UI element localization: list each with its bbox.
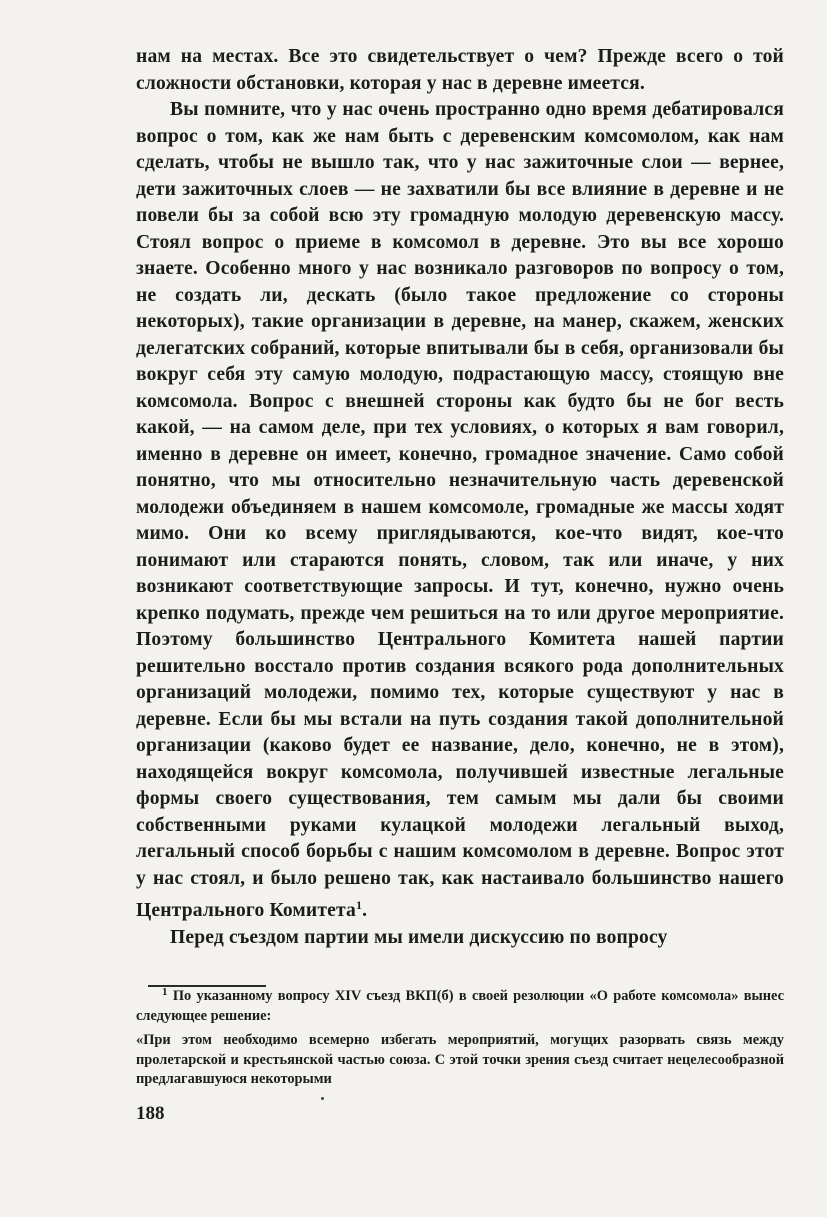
paragraph-2: Вы помните, что у нас очень пространно одно время дебатировался вопрос о том, как же нам быть с деревенским комсомолом, как нам сделать, чтобы не вышло так, что у нас зажиточные слои — вернее, дети зажиточных слоев — не захватили бы все влияние в деревне и не повели бы за собой всю эту громадную молодую деревенскую массу. Стоял вопрос о приеме в комсомол в деревне. Это вы все хорошо знаете. Особенно много у нас возникало разговоров по вопросу о том, не создать ли, дескать (было такое предложение со стороны некоторых), такие организации в деревне, на манер, скажем, женских делегатских собраний, которые впитывали бы в себя, организовали бы вокруг себя эту самую молодую, подрастающую массу, стоящую вне комсомола. Вопрос с внешней стороны как будто бы не бог весть какой, — на самом деле, при тех условиях, о которых я вам говорил, именно в деревне он имеет, конечно, громадное значение. Само собой понятно, что мы относительно незначительную часть деревенской молодежи объединяем в нашем комсомоле, громадные же массы ходят мимо. Они ко всему приглядываются, кое-что видят, кое-что понимают или стараются понять, словом, так или иначе, у них возникают соответствующие запросы. И тут, конечно, нужно очень крепко подумать, прежде чем решиться на то или другое мероприятие. Поэтому большинство Центрального Комитета нашей партии решительно восстало против создания всякого рода дополнительных организаций молодежи, помимо тех, которые существуют у нас в деревне. Если бы мы встали на путь создания такой дополнительной организации (каково будет ее название, дело, конечно, не в этом), находящейся вокруг комсомола, получившей известные легальные формы своего существования, тем самым мы дали бы своими собственными руками кулацкой молодежи легальный выход, легальный способ борьбы с нашим комсомолом в деревне. Вопрос этот у нас стоял, и было решено так, как настаивало большинство нашего Центрального Комитета$^1$. [136, 99, 784, 921]
paragraph-2-text: Вы помните, что у нас очень пространно одно время дебатировался вопрос о том, как же нам быть с деревенским комсомолом, как нам сделать, чтобы не вышло так, что у нас зажиточные слои — вернее, дети зажиточных слоев — не захватили бы все влияние в деревне и не повели бы за собой всю эту громадную молодую деревенскую массу. Стоял вопрос о приеме в комсомол в деревне. Это вы все хорошо знаете. Особенно много у нас возникало разговоров по вопросу о том, не создать ли, дескать (было такое предложение со стороны некоторых), такие организации в деревне, на манер, скажем, женских делегатских собраний, которые впитывали бы в себя, организовали бы вокруг себя эту самую молодую, подрастающую массу, стоящую вне комсомола. Вопрос с внешней стороны как будто бы не бог весть какой, — на самом деле, при тех условиях, о которых я вам говорил, именно в деревне он имеет, конечно, громадное значение. Само собой понятно, что мы относительно незначительную часть деревенской молодежи объединяем в нашем комсомоле, громадные же массы ходят мимо. Они ко всему приглядываются, кое-что видят, кое-что понимают или стараются понять, словом, так или иначе, у них возникают соответствующие запросы. И тут, конечно, нужно очень крепко подумать, прежде чем решиться на то или другое мероприятие. Поэтому большинство Центрального Комитета нашей партии решительно восстало против создания всякого рода дополнительных организаций молодежи, помимо тех, которые существуют у нас в деревне. Если бы мы встали на путь создания такой дополнительной организации (каково будет ее название, дело, конечно, не в этом), находящейся вокруг комсомола, получившей известные легальные формы своего существования, тем самым мы дали бы своими собственными руками кулацкой молодежи легальный выход, легальный способ борьбы с нашим комсомолом в деревне. Вопрос этот у нас стоял, и было решено так, как настаивало большинство нашего Центрального Комитета [136, 99, 784, 921]
footnote-1-quote [136, 1031, 784, 1090]
paragraph-1-text: нам на местах. Все это свидетельствует о чем? Прежде всего о той сложности обстановки, которая у нас в деревне имеется. [136, 46, 784, 94]
main-text [136, 44, 784, 951]
paragraph-3-text: Перед съездом партии мы имели дискуссию по вопросу [170, 926, 668, 948]
footnotes [136, 983, 784, 1090]
footnote-reference[interactable]: 1 [355, 898, 363, 912]
print-speck [321, 1097, 324, 1100]
paragraph-1 [136, 44, 784, 97]
footnote-1-text: По указанному вопросу XIV съезд ВКП(б) в своей резолюции «О работе комсомола» вынес следующее решение: [136, 988, 784, 1024]
page-number: 188 [136, 1103, 165, 1124]
footnote-1-quote-text: «При этом необходимо всемерно избегать мероприятий, могущих разорвать связь между пролетарской и крестьянской частью союза. С этой точки зрения съезд считает нецелесообразной предлагавшуюся некоторыми [136, 1032, 784, 1087]
footnote-marker: 1 [162, 986, 168, 998]
footnote-1 [136, 983, 784, 1026]
paragraph-3 [136, 925, 784, 952]
